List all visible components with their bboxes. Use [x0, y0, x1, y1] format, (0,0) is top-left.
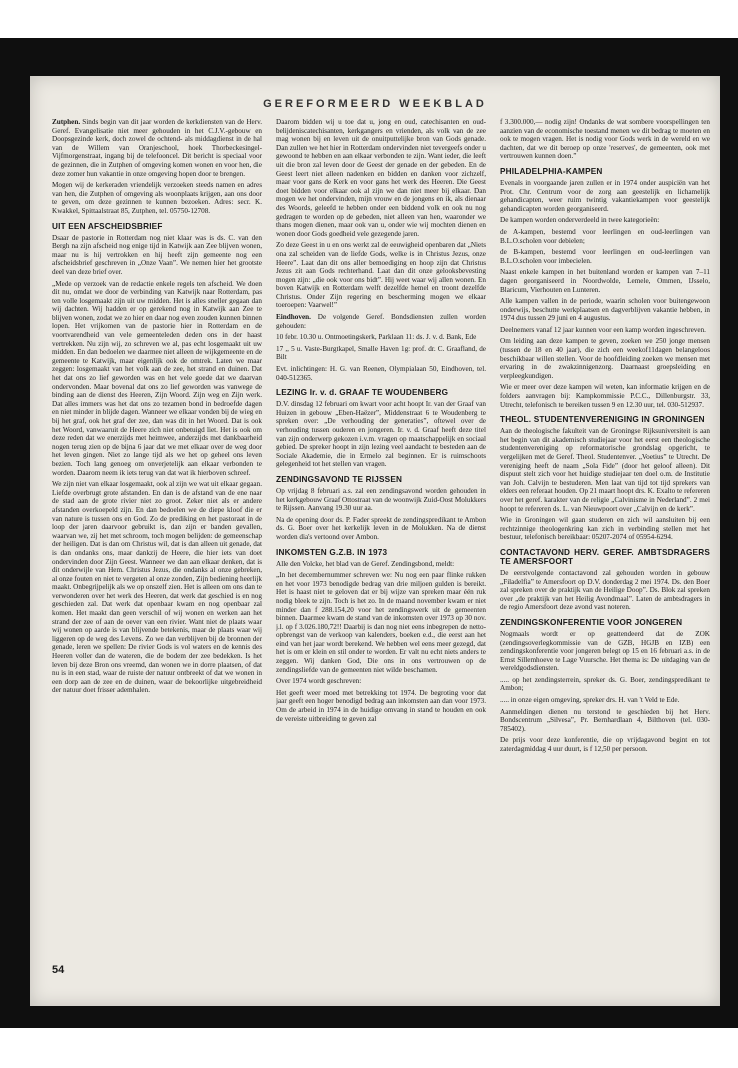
lead-word: Zutphen.	[52, 118, 81, 126]
paragraph: Om leiding aan deze kampen te geven, zoeken we 250 jonge mensen (tussen de 18 en 40 jaar), die zich een weekof11dagen belangeloos beschikbaar willen stellen. Voor de hoofdleiding zoeken we mensen met ervaring in de zwakzinnigenzorg. Daarnaast groepsleiding en verpleegkundigen.	[500, 337, 710, 380]
paragraph: Dsaar de pastorie in Rotterdam nog niet klaar was is ds. C. van den Bergh na zijn afscheid nog enige tijd in Katwijk aan Zee blijven wonen, maar nu is hij vertrokken en hij heeft zijn gemeente nog een afscheidsbrief geschreven in „Onze Vaan”. We nemen hier het grootste deel van deze brief over.	[52, 233, 262, 276]
page-number: 54	[52, 964, 65, 976]
section-heading: INKOMSTEN G.Z.B. IN 1973	[276, 547, 388, 557]
paragraph	[276, 313, 486, 330]
paragraph: de B-kampen, bestemd voor leerlingen en oud-leerlingen van B.L.O.scholen voor imbecielen.	[500, 248, 710, 265]
paragraph: Wie in Groningen wil gaan studeren en zich wil aansluiten bij een rechtzinnige theologenkring kan zich in verbinding stellen met het bestuur, telefonisch bereikbaar: 05207-2074 of 05954-6294.	[500, 516, 710, 542]
section-heading: CONTACTAVOND HERV. GEREF. AMBTSDRAGERS TE AMERSFOORT	[500, 547, 710, 566]
section-heading: ZENDINGSKONFERENTIE VOOR JONGEREN	[500, 617, 683, 627]
paragraph-text: De volgende Geref. Bondsdiensten zullen worden gehouden:	[276, 313, 486, 330]
newspaper-page	[30, 76, 720, 1006]
paragraph: Nogmaals wordt er op geattendeerd dat de ZOK (zendingsoverlegkommissie van de GZB, HGJB en IZB) een zendingskonferentie voor jongeren belegt op 15 en 16 februari a.s. in de Ernst Sillemhoeve te Lage Vuursche. Het thema is: De uitdaging van de wereldgodsdiensten.	[500, 629, 710, 673]
paragraph: Alle den Volcke, het blad van de Geref. Zendingsbond, meldt:	[276, 559, 455, 568]
paragraph: Mogen wij de kerkeraden vriendelijk verzoeken steeds namen en adres van hen, die Zutphen of omgeving als woonplaats krijgen, aan ons door te geven, om deze gezinnen te kunnen bezoeken. Adres: secr. K. Kwakkel, Spittaalstraat 85, Zutphen, tel. 05750-12708.	[52, 181, 262, 215]
paragraph: Evt. inlichtingen: H. G. van Reenen, Olympialaan 50, Eindhoven, tel. 040-512365.	[276, 365, 486, 382]
paragraph: Na de opening door ds. P. Fader spreekt de zendingspredikant te Ambon ds. G. Boer over het kerkelijk leven in de Molukken. Na de dienst worden dia's vertoond over Ambon.	[276, 515, 486, 541]
paragraph: Wie er meer over deze kampen wil weten, kan informatie krijgen en de folders aanvragen bij: Kampkommissie P.C.C., Dillenburgstr. 33, Utrecht, telefonisch te bereiken tussen 9 en 12.30 uur, tel. 030-512937.	[500, 383, 710, 409]
paragraph: f 3.300.000,— nodig zijn! Ondanks de wat sombere voorspellingen ten aanzien van de economische toestand menen we dit bedrag te moeten en ook te mogen vragen. Het is nodig voor Gods werk in de wereld en we dachten, dat we dit beroep op onze 'reserves', de gemeenten, ook met vertrouwen kunnen doen.”	[500, 118, 710, 161]
page-header: GEREFORMEERD WEEKBLAD	[263, 98, 487, 110]
column-3	[500, 118, 710, 948]
paragraph: Het geeft weer moed met betrekking tot 1974. De begroting voor dat jaar geeft een hoger benodigd bedrag aan inkomsten aan dan voor 1973. Om de arbeid in 1974 in de huidige omvang in stand te houden en ook de vereiste uitbreiding te geven zal	[276, 688, 486, 723]
paragraph: ..... op het zendingsterrein, spreker ds. G. Boer, zendingspredikant te Ambon;	[500, 675, 710, 693]
paragraph: We zijn niet van elkaar losgemaakt, ook al zijn we wat uit elkaar gegaan. Liefde overbrugt grote afstanden. En dan is de afstand van de ene naar de stad aan de grote rivier niet zo groot. Zeker niet als er andere afstanden overkoepeld zijn. En dan bedoelen we de diepe kloof die er van nature is tussen ons en God. Zo de prediking en het pastoraat in de loop der jaren daarvoor gebruikt is, dan zijn er banden gevallen, waarvan we, zij het met schroom, toch mogen belijden: de gemeenschap der heiligen. Dat is dan om Christus wil, dat is dan alleen uit genade, dat is dan ondanks ons, maar dankzij de Heere, die hier iets van doet ondervinden door Zijn Geest. Wanneer we dan aan elkaar denken, dat is dit onderwijle van Hem. Christus Jezus, die ondanks al onze gebreken, al onze fouten en niet te vergeten al onze zonden, Zijn bediening heerlijk maakt. Onbegrijpelijk als we op onszelf zien. Het is alleen om ons dan te verwonderen over het werk des Heeren, dat werk dat geschied is en nog geschieden zal. Dat werk dat openbaar kwam en nog openbaar zal komen. Het maakt dan geen verschil of wij wonen en werken aan het strand der zee of aan de oever van een rivier. Want niet de plaats waar wij wonen op aarde is van blijvende betekenis, maar de plaats waar wij liggeren op de weg des Levens. Zo we dan verblijven bij de bronnen der genade, leren we spellen: De rivier Gods is vol waters en de kennis des Heeren voller dan de wateren, die de bodem der zee bedekken. Is het leven bij deze Bron ons vreemd, dan wonen we in dorre plaatsen, of dat nu is in een stad, waar de ruiste der natuur ontbreekt of dat we wonen in een dorp aan de zee en de duinen, waar de bekoorlijke uitgebreidheid der natuur doet frisser ademhalen.	[52, 480, 262, 695]
section-heading: UIT EEN AFSCHEIDSBRIEF	[52, 221, 163, 231]
service-line: 10 febr. 10.30 u. Ontmoetingskerk, Parklaan 11: ds. J. v. d. Bank, Ede	[276, 333, 477, 342]
paragraph-text: Sinds begin van dit jaar worden de kerkdiensten van de Herv. Geref. Evangelisatie niet meer gehouden in het C.J.V.-gebouw en Doopsgezinde kerk, doch zowel de ochtend- als middagdienst in de hal van de Willem van Oranjeschool, hoek Thorbeckesingel-Vijfmorgenstraat, ingang bij de telefooncel. Dit bericht is speciaal voor de gezinnen, die in Zutphen of omgeving komen wonen en voor hen, die deze zomer hun vakantie in onze omgeving hopen door te brengen.	[52, 118, 262, 178]
paragraph: D.V. dinsdag 12 februari om kwart voor acht hoopt Ir. van der Graaf van Huizen in gebouw „Eben-Haëzer”, Middenstraat 6 te Woudenberg te spreken over: „De verhouding der generaties”, oftewel over de verhouding tussen ouderen en jongeren. Ir. v. d. Graaf heeft deze titel van zijn onderwerp gekozen i.v.m. vragen op maatschappelijk en sociaal gebied. De spreker hoopt in zijn lezing veel aandacht te besteden aan de Sociale Akademie, die in Ermelo zal beginnen. Er is ruimschoots gelegenheid tot het stellen van vragen.	[276, 400, 486, 469]
paragraph: De eerstvolgende contactavond zal gehouden worden in gebouw „Filadelfia” te Amersfoort op D.V. donderdag 2 mei 1974. Ds. den Boer zal spreken over de praktijk van de Heilige Doop”. Ds. Blok zal spreken over „de praktijk van het Heilig Avondmaal”. Laten de ambtsdragers in de regio Amersfoort deze avond vast noteren.	[500, 568, 710, 612]
top-margin	[0, 0, 738, 38]
paragraph: de A-kampen, bestemd voor leerlingen en oud-leerlingen van B.L.O.scholen voor debielen;	[500, 227, 710, 245]
section-heading: PHILADELPHIA-KAMPEN	[500, 166, 603, 176]
paragraph: Deelnemers vanaf 12 jaar kunnen voor een kamp worden ingeschreven.	[500, 325, 706, 334]
column-1	[52, 118, 262, 948]
paragraph	[52, 118, 262, 178]
paragraph: Op vrijdag 8 februari a.s. zal een zendingsavond worden gehouden in het kerkgebouw Graaf Ottostraat van de woonwijk Zuid-Oost Molukkers te Rijssen. Aanvang 19.30 uur aa.	[276, 486, 486, 513]
bottom-margin	[0, 1028, 738, 1068]
paragraph: Alle kampen vallen in de periode, waarin scholen voor buitengewoon onderwijs, beschutte werkplaatsen en dagverblijven vakantie hebben, in 1974 dus tussen 29 juni en 4 augustus.	[500, 297, 710, 323]
section-heading: LEZING Ir. v. d. GRAAF TE WOUDENBERG	[276, 388, 449, 398]
paragraph: Naast enkele kampen in het buitenland worden er kampen van 7–11 dagen georganiseerd in Noordwolde, Lemele, Ommen, IJsselo, Blaricum, Vierhouten en Lunteren.	[500, 268, 710, 294]
lead-word: Eindhoven.	[276, 313, 311, 322]
paragraph: ..... in onze eigen omgeving, spreker drs. H. van 't Veld te Ede.	[500, 696, 680, 705]
paragraph: Zo deze Geest in u en ons werkt zal de eeuwigheid openbaren dat „Niets ona zal scheiden van de liefde Gods, welke is in Christus Jezus, onze Heere”. Laat dan dit ons aller bemoediging en hoop zijn dat Christus Jezus zit aan Gods rechterhand. Laat dan dit onze gelooksbevesting mogen zijn: „die ook voor ons bidt”. Hij weet waar wij allen wonen. En boven Katwijk en Rotterdam welft dezelfde hemel en troont dezelfde Christus. Onder Zijn regering en bescherming mogen we elkaar toeroepen: Vaarwel!”	[276, 241, 486, 310]
paragraph: Aanmeldingen dienen nu terstond te geschieden bij het Herv. Bondscentrum „Silvesa”, Pr. Bernhardlaan 4, Bilthoven (tel. 030-785402).	[500, 707, 710, 733]
paragraph: „In het decembernummer schreven we: Nu nog een paar flinke rukken en het voor 1973 benodigde bedrag van drie miljoen gulden is bereikt. Het is haast niet te geloven dat er bij wijze van spreken maar één ruk nodig bleek te zijn. Toch is het zo. In de maand november kwam er niet minder dan f 288.154,20 voor het zendingswerk uit de gemeenten binnen. Daarmee kwam de stand van de inkomsten over 1973 op 30 nov. j.l. op f 3.026.180,72!! Daarbij is dan nog niet eens inbegrepen de netto-opbrengst van de verkoop van kalenders, boeken e.d., die eerst aan het eind van het jaar wordt berekend. We hebben wel eens meer gezegd, dat het is om er klein en stil onder te worden. Er valt nu echt niets anders te zeggen. Wij danken God, Die ons in ons vertrouwen op de zendingsliefde van de gemeenten niet wilde beschamen.	[276, 571, 486, 674]
paragraph: Evenals in voorgaande jaren zullen er in 1974 onder auspiciën van het Prot. Chr. Centrum voor de zorg aan geestelijk en lichamelijk gehandicapten, weer ruim twintig vakantiekampen voor geestelijk gehandicapten worden georganiseerd.	[500, 178, 710, 213]
paragraph: Daarom bidden wij u toe dat u, jong en oud, catechisanten en oud-belijdeniscatechisanten, kerkgangers en vrienden, als volk van de zee mag wonen bij en leven uit de onuitputtelijke bron van Gods genade. Dan zullen we het hier in Rotterdam ondervinden niet tevergeefs onder u gewoond te hebben en aan elkaar verbonden te zijn. Want ieder, die leeft uit die bron zal leven door de Geest der genade en der gebeden. En de Geest leert niet alleen nadenken en bidden en danken voor zichzelf, maar voor gans de Kerk en voor gans het werk des Heeren. Die Geest doet bidden voor elkaar ook al zijn we dan niet meer bij elkaar. Dan mogen we het ondervinden, mijn vrouw en de jongens en ik, als dienaar des Woords, geleefd te hebben onder een biddend volk en ook nu nog gedragen te worden op de gebeden, niet alleen van hen, waaronder we thans mogen dienen, maar ook van u, onder wie wij mochten dienen en wonen door Gods goedheid vele gezegende jaren.	[276, 118, 486, 238]
paragraph: Aan de theologische fakulteit van de Groningse Rijksuniversiteit is aan het begin van dit akademisch studiejaar voor het eerst een theologische studentenvereniging op reformatorische grondslag opgericht, te vergelijken met de Geref. Theol. Studentenver. „Voetius” te Utrecht. De vereniging heeft de naam „Sola Fide” (door het geloof alleen). Dit dispuut stelt zich voor het huidige studiejaar ten doel o.m. de Institutie van Joh. Calvijn te bestuderen. Men laat van tijd tot tijd sprekers van elders een referaat houden. Op 21 maart hoopt drs. K. Exalto te refereren over het geref. karakter van de religie „Calvinisme in Nederland”. 2 mei hoopt te refereren ds. L. van Nieuwpoort over „Calvijn en de kerk”.	[500, 427, 710, 513]
section-heading: ZENDINGSAVOND TE RIJSSEN	[276, 474, 403, 484]
paragraph: Over 1974 wordt geschreven:	[276, 677, 362, 686]
column-2	[276, 118, 486, 948]
service-line: 17 ,, 5 u. Vaste-Burgtkapel, Smalle Haven 1g: prof. dr. C. Graafland, de Bilt	[276, 344, 486, 362]
columns	[52, 118, 712, 948]
paragraph: De prijs voor deze konferentie, die op vrijdagavond begint en tot zaterdagmiddag 4 uur duurt, is f 12,50 per persoon.	[500, 736, 710, 754]
paragraph: „Mede op verzoek van de redactie enkele regels ten afscheid. We doen dit nu, omdat we door de verbinding van Katwijk naar Rotterdam, pas ten volle losgemaakt zijn uit uw midden. Het is alles sneller gegaan dan wij dachten. Wij hadden er op gerekend nog in Katwijk aan Zee te blijven wonen, zodat we zo hier en daar nog even zouden kunnen binnen lopen. Het vrijkomen van de pastorie hier in Rotterdam en de voortvarendheid van vele gemeenteleden deden ons in der haast vertrekken. Nu zijn wij, zo schreven we al, pas echt losgemaakt uit uw midden. En dan bedoelen we daarmee niet alleen de wijkgemeente en de gemeente te Katwijk, maar eigenlijk ook de omtrek. Laten we maar zeggen: losgemaakt van het volk aan de zee, het strand en duinen. Dat het dat ons zo lief geworden was en het vele goede dat we daarvan ondervonden. Maar bovenal dat ons zo lief geworden was vanwege de binding aan de dienst des Heeren, Zijn Woord. Zijn weg en Zijn werk. Dat alles immers was het dat ons zo tezamen bond in bedroefde dagen en niet minder in blijde dagen. Wanneer we elkaar vonden bij de wieg en bij het graf, ook het graf der zee, dan was dit in het Woord. Dat is ook het Woord, vanwaaruit de Heere zich niet onbetuigd liet. Het is ook om deze reden dat we enerzijds met heimwee, anderzijds met dankbaarheid nogen terug zien op de bijna 6 jaar dat we met elkaar over de weg door het leven gingen. Niet zo lange tijd als we het op geheel ons leven bezien. Toch lang genoeg om onverjetelijk aan elkaar verbonden te worden. Daarom neem ik iets terug van dat wat ik hierboven schreef.	[52, 279, 262, 477]
section-heading: THEOL. STUDENTENVERENIGING IN GRONINGEN	[500, 415, 705, 425]
paragraph: De kampen worden onderverdeeld in twee kategorieën:	[500, 216, 660, 225]
